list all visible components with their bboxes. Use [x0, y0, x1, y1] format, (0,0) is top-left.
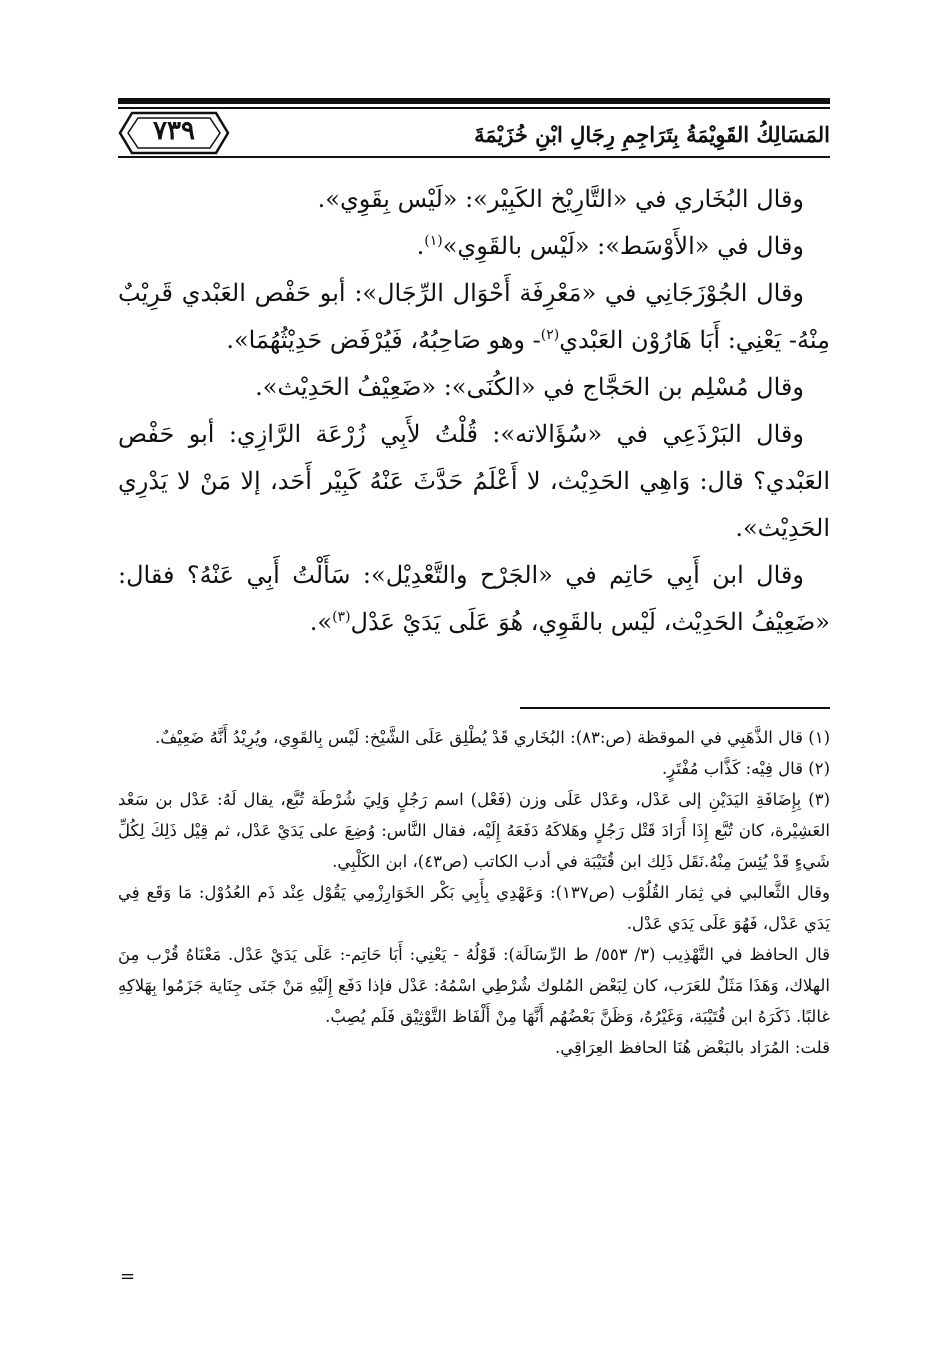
- footnote-1: (١) قال الذَّهَبِي في الموقظة (ص:٨٣): البُخَاري قَدْ يُطْلِق عَلَى الشَّيْخ: لَيْس بِالقَوِي، ويُرِيْدُ أَنَّهُ ضَعِيْفٌ.: [155, 728, 830, 747]
- header-rule-thick: [118, 98, 830, 104]
- footnote-separator: [520, 707, 830, 709]
- paragraph-bukhari-awsat: وقال في «الأَوْسَط»: «لَيْس بالقَوِي»$^{(١)}$.: [416, 232, 804, 260]
- footnote-3: (٣) بِإِضَافَةِ اليَدَيْنِ إلى عَدْل، وعَدْل عَلَى وزن (فَعْل) اسم رَجُلٍ وَلِيَ شُرْطَة تُبَّع، يقال لَهُ: عَدْل بن سَعْد العَشِيْرة، كان تُبَّع إِذَا أَرَادَ قَتْل رَجُلٍ وهَلاكَهُ دَفَعَهُ إِلَيْه، فقال النَّاس: وُضِعَ على يَدَيْ عَدْل، ثم قِيْل ذَلِكَ لِكُلِّ شَيءٍ قَدْ يُئِسَ مِنْهُ.نَقَل ذَلِك ابن قُتَيْبَة في أدب الكاتب (ص٤٣)، ابن الكَلْبِي.: [118, 790, 830, 871]
- main-text: [118, 176, 830, 646]
- paragraph-ibn-abi-hatim: وقال ابن أَبِي حَاتِم في «الجَرْح والتَّعْدِيْل»: سَأَلْتُ أَبِي عَنْهُ؟ فقال: «ضَعِيْفُ الحَدِيْث، لَيْس بالقَوِي، هُوَ عَلَى يَدَيْ عَدْل$^{(٣)}$».: [118, 561, 830, 636]
- paragraph-juzajani: وقال الجُوْزَجَانِي في «مَعْرِفَة أَحْوَال الرِّجَال»: أبو حَفْص العَبْدي قَرِيْبٌ مِنْهُ- يَعْنِي: أَبَا هَارُوْن العَبْدي$^{(٢)}$- وهو صَاحِبُهُ، فَيُرْفَض حَدِيْثُهُمَا».: [118, 279, 830, 354]
- running-title: المَسَالِكُ القَوِيْمَةُ بِتَرَاجِمِ رِجَالِ ابْنِ خُزَيْمَةَ: [474, 122, 830, 147]
- footnote-3-note: قلت: المُرَاد بالبَعْض هُنَا الحافظ العِرَاقِي.: [554, 1038, 830, 1057]
- footnote-marker-1: (١): [424, 233, 443, 249]
- paragraph-bukhari-tarikh: وقال البُخَاري في «التَّارِيْخ الكَبِيْر»: «لَيْس بِقَوِي».: [317, 185, 804, 213]
- page-number: ٧٣٩: [153, 116, 195, 146]
- header-rule-thin: [118, 107, 830, 109]
- footnote-marker-3: (٣): [332, 609, 351, 625]
- margin-mark: =: [120, 1266, 136, 1287]
- footnote-3-hafiz: قال الحافظ في التَّهْذِيب (٣/ ٥٥٣/ ط الرِّسَالَة): قَوْلُهُ - يَعْنِي: أَبَا حَاتِم-: عَلَى يَدَيْ عَدْل. مَعْنَاهُ قُرْب مِنَ الهلاك، وَهَذَا مَثَلٌ للعَرَب، كان لِبَعْض المُلوك شُرْطِي اسْمُهُ: عَدْل فإذا دَفَع إِلَيْهِ مَنْ جَنَى جِنَاية جَزَمُوا بِهَلاكِهِ غالبًا. ذَكَرَهُ ابن قُتَيْبَة، وَغَيْرُهُ، وَظَنَّ بَعْضُهُم أَنَّهَا مِنْ أَلْفَاظ التَّوْثِيْق فَلَم يُصِبْ.: [118, 945, 830, 1026]
- footnote-2: (٢) قال فِيْه: كَذَّاب مُفْتَرٍ.: [661, 759, 830, 778]
- footnotes: [118, 722, 830, 1063]
- paragraph-bardhai: وقال البَرْذَعِي في «سُؤَالاته»: قُلْتُ لأَبِي زُرْعَة الرَّازِي: أبو حَفْص العَبْدي؟ قال: وَاهِي الحَدِيْث، لا أَعْلَمُ حَدَّثَ عَنْهُ كَبِيْر أَحَد، إلا مَنْ لا يَدْرِي الحَدِيْث».: [118, 420, 830, 542]
- page-header: [118, 98, 830, 160]
- footnote-marker-2: (٢): [540, 327, 560, 343]
- paragraph-muslim: وقال مُسْلِم بن الحَجَّاج في «الكُنَى»: «ضَعِيْفُ الحَدِيْث».: [255, 373, 804, 401]
- header-rule-bottom: [118, 156, 830, 158]
- footnote-3-thaalibi: وقال الثَّعالبي في ثِمَار القُلُوْب (ص١٣٧): وَعَهْدِي بِأَبِي بَكْر الخَوَارِزْمِي يَقُوْل عِنْد ذَم العُدُوْل: مَا وَقَع فِي يَدَي عَدْل، فَهُوَ عَلَى يَدَي عَدْل.: [118, 883, 830, 933]
- page-number-badge: [118, 110, 230, 156]
